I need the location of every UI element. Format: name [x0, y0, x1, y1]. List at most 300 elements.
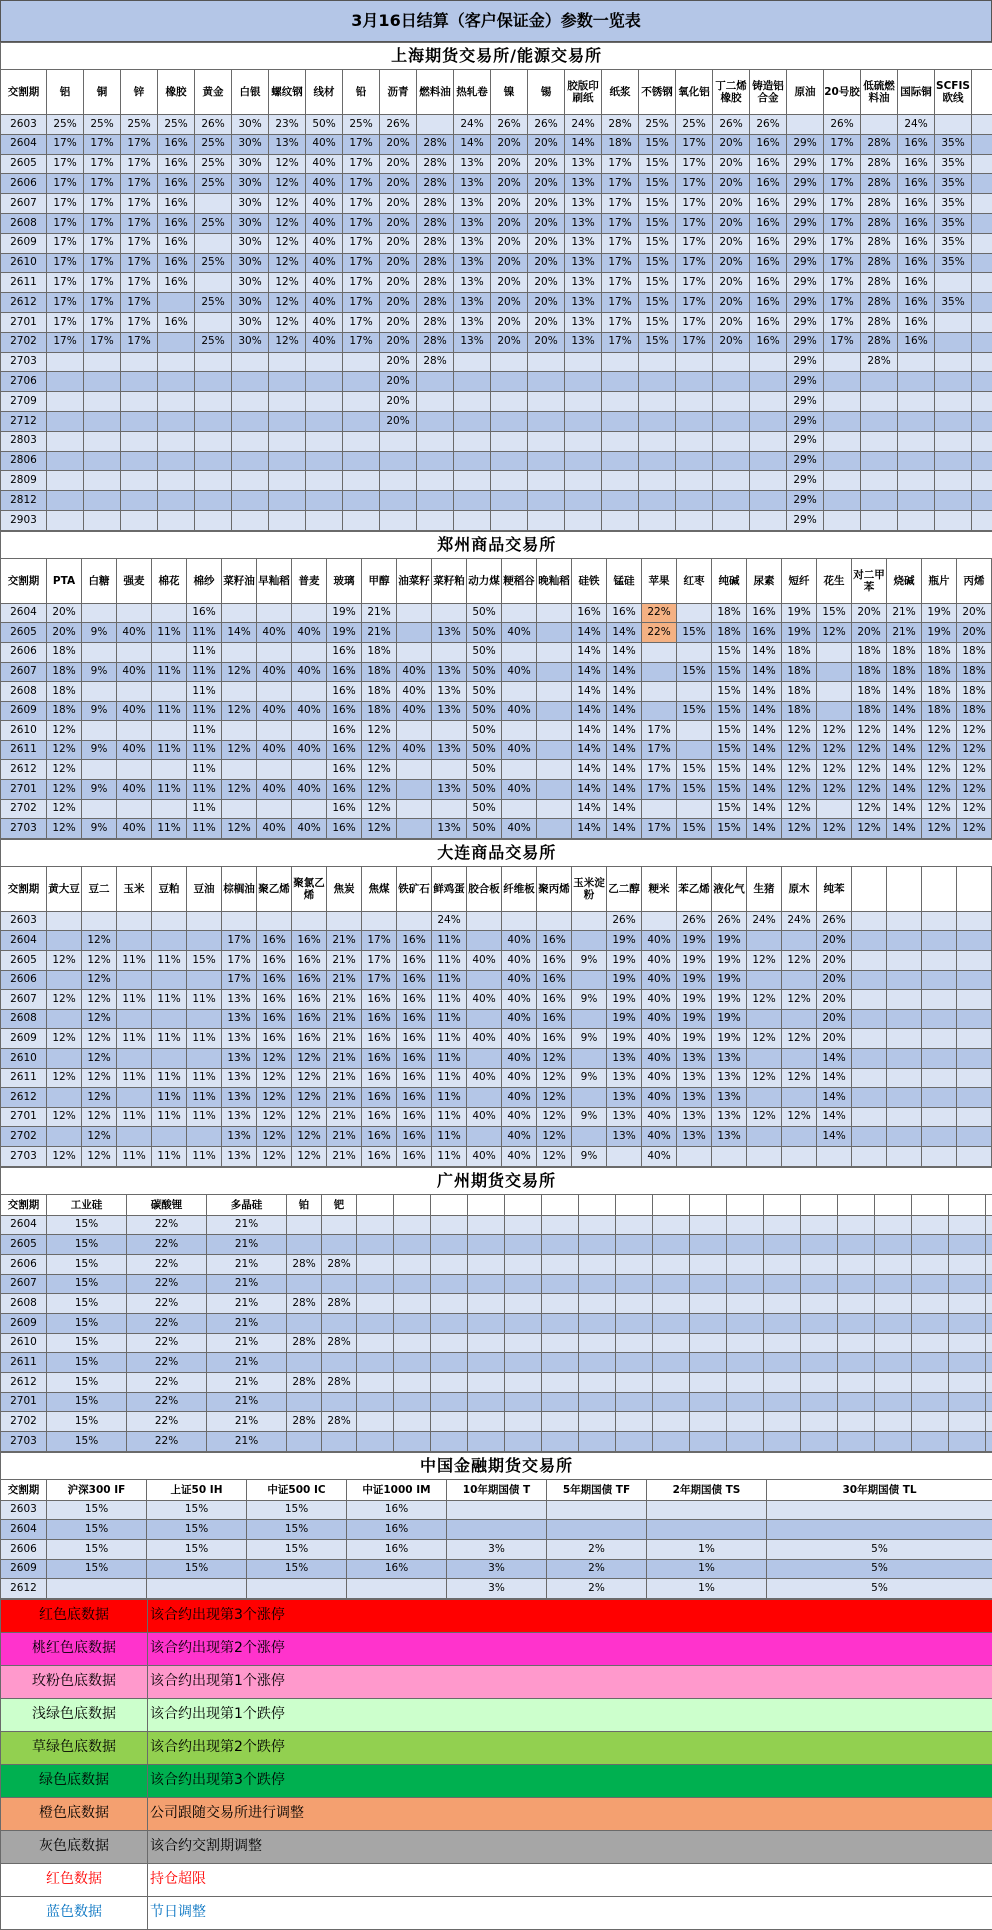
delivery-period-cell: 2610	[1, 1049, 47, 1069]
margin-cell	[653, 1314, 690, 1334]
gfex-section-title: 广州期货交易所	[1, 1167, 992, 1194]
margin-cell	[935, 411, 972, 431]
margin-cell: 30%	[232, 115, 269, 135]
margin-cell: 17%	[121, 213, 158, 233]
column-header: 铂	[287, 1194, 322, 1215]
margin-cell: 40%	[642, 951, 677, 971]
margin-cell: 11%	[152, 662, 187, 682]
margin-cell: 14%	[817, 1088, 852, 1108]
margin-cell	[677, 603, 712, 623]
margin-cell	[505, 1254, 542, 1274]
margin-cell: 16%	[747, 603, 782, 623]
delivery-period-cell: 2608	[1, 682, 47, 702]
column-header: PTA	[47, 558, 82, 603]
column-header: 动力煤	[467, 558, 502, 603]
margin-cell: 18%	[852, 662, 887, 682]
margin-cell: 12%	[852, 819, 887, 839]
dce-section-title: 大连商品交易所	[1, 839, 992, 866]
margin-cell: 20%	[380, 154, 417, 174]
margin-cell	[579, 1373, 616, 1393]
margin-cell: 16%	[327, 662, 362, 682]
margin-cell	[537, 780, 572, 800]
column-header: 普麦	[292, 558, 327, 603]
margin-cell	[491, 431, 528, 451]
margin-cell: 20%	[713, 233, 750, 253]
margin-cell: 19%	[607, 1009, 642, 1029]
margin-cell	[579, 1412, 616, 1432]
margin-cell: 50%	[467, 623, 502, 643]
margin-cell: 18%	[712, 623, 747, 643]
margin-cell	[579, 1353, 616, 1373]
margin-cell	[616, 1294, 653, 1314]
margin-cell	[394, 1314, 431, 1334]
margin-cell	[322, 1215, 357, 1235]
margin-cell	[861, 115, 898, 135]
margin-cell	[380, 510, 417, 530]
margin-cell: 50%	[467, 740, 502, 760]
margin-cell: 13%	[454, 332, 491, 352]
table-row	[1, 233, 992, 253]
margin-cell	[528, 352, 565, 372]
margin-cell: 12%	[222, 662, 257, 682]
delivery-period-cell: 2609	[1, 233, 47, 253]
column-header: 焦炭	[327, 866, 362, 911]
margin-cell	[898, 352, 935, 372]
margin-cell	[782, 1009, 817, 1029]
margin-cell	[727, 1373, 764, 1393]
margin-cell	[782, 1127, 817, 1147]
column-header: 交割期	[1, 1479, 47, 1500]
column-header: 玻璃	[327, 558, 362, 603]
column-header: 国际铜	[898, 70, 935, 115]
margin-cell: 14%	[747, 799, 782, 819]
margin-cell	[852, 1029, 887, 1049]
margin-cell	[912, 1294, 949, 1314]
column-header: 白糖	[82, 558, 117, 603]
margin-cell: 40%	[397, 701, 432, 721]
margin-cell	[887, 911, 922, 931]
margin-cell: 16%	[327, 721, 362, 741]
margin-cell: 19%	[712, 990, 747, 1010]
margin-cell: 40%	[502, 1107, 537, 1127]
margin-cell: 15%	[712, 780, 747, 800]
margin-cell	[861, 510, 898, 530]
margin-cell: 22%	[127, 1294, 207, 1314]
margin-cell: 15%	[147, 1520, 247, 1540]
margin-cell: 17%	[602, 312, 639, 332]
margin-cell: 40%	[642, 990, 677, 1010]
margin-cell: 16%	[898, 154, 935, 174]
margin-cell: 17%	[222, 970, 257, 990]
margin-cell	[152, 911, 187, 931]
margin-cell	[957, 931, 992, 951]
margin-cell	[394, 1215, 431, 1235]
margin-cell: 20%	[491, 293, 528, 313]
margin-cell: 28%	[417, 154, 454, 174]
delivery-period-cell: 2609	[1, 1559, 47, 1579]
margin-cell	[195, 194, 232, 214]
margin-cell: 16%	[397, 990, 432, 1010]
column-header: 粳稻谷	[502, 558, 537, 603]
margin-cell	[887, 1146, 922, 1166]
margin-cell: 12%	[47, 780, 82, 800]
margin-cell	[467, 1009, 502, 1029]
margin-cell: 16%	[397, 1068, 432, 1088]
margin-cell: 40%	[306, 312, 343, 332]
margin-cell: 15%	[47, 1274, 127, 1294]
margin-cell	[690, 1235, 727, 1255]
column-header: 5年期国债 TF	[547, 1479, 647, 1500]
margin-cell: 19%	[677, 1029, 712, 1049]
margin-cell	[397, 642, 432, 662]
margin-cell: 14%	[572, 701, 607, 721]
delivery-period-cell: 2812	[1, 491, 47, 511]
margin-cell: 20%	[852, 623, 887, 643]
margin-cell	[565, 392, 602, 412]
margin-cell	[232, 431, 269, 451]
margin-cell	[232, 352, 269, 372]
margin-cell	[306, 491, 343, 511]
table-row	[1, 134, 992, 154]
margin-cell	[357, 1333, 394, 1353]
margin-cell	[257, 682, 292, 702]
margin-cell: 17%	[824, 332, 861, 352]
margin-cell	[764, 1215, 801, 1235]
margin-cell	[47, 1088, 82, 1108]
delivery-period-cell: 2702	[1, 332, 47, 352]
table-row	[1, 293, 992, 313]
margin-cell	[875, 1274, 912, 1294]
margin-cell	[565, 411, 602, 431]
margin-cell: 15%	[47, 1500, 147, 1520]
margin-cell	[922, 990, 957, 1010]
margin-cell	[397, 911, 432, 931]
margin-cell: 13%	[222, 1009, 257, 1029]
margin-cell: 20%	[491, 174, 528, 194]
margin-cell: 16%	[898, 293, 935, 313]
margin-cell	[949, 1235, 986, 1255]
margin-cell: 40%	[502, 990, 537, 1010]
legend-row	[1, 1632, 992, 1665]
margin-cell: 12%	[269, 293, 306, 313]
margin-cell	[502, 911, 537, 931]
margin-cell: 18%	[47, 682, 82, 702]
margin-cell	[565, 510, 602, 530]
margin-cell	[47, 392, 84, 412]
margin-cell: 17%	[343, 293, 380, 313]
margin-cell: 3%	[447, 1559, 547, 1579]
delivery-period-cell: 2609	[1, 1314, 47, 1334]
margin-cell: 12%	[47, 819, 82, 839]
margin-cell: 13%	[454, 233, 491, 253]
margin-cell: 30%	[232, 194, 269, 214]
margin-cell: 17%	[343, 332, 380, 352]
margin-cell	[47, 911, 82, 931]
table-row	[1, 312, 992, 332]
margin-cell: 40%	[467, 1068, 502, 1088]
margin-cell	[547, 1520, 647, 1540]
margin-cell	[47, 491, 84, 511]
margin-cell: 20%	[528, 233, 565, 253]
margin-cell	[232, 510, 269, 530]
margin-cell: 13%	[712, 1088, 747, 1108]
margin-cell	[117, 911, 152, 931]
margin-cell	[322, 1235, 357, 1255]
margin-cell	[747, 1127, 782, 1147]
margin-cell	[579, 1294, 616, 1314]
margin-cell: 12%	[782, 721, 817, 741]
margin-cell: 30%	[232, 273, 269, 293]
margin-cell	[257, 760, 292, 780]
margin-cell: 18%	[957, 701, 992, 721]
margin-cell: 15%	[47, 1432, 127, 1452]
margin-cell: 15%	[677, 760, 712, 780]
margin-cell: 11%	[187, 819, 222, 839]
margin-cell: 28%	[287, 1294, 322, 1314]
margin-cell	[875, 1392, 912, 1412]
margin-cell	[957, 990, 992, 1010]
margin-cell	[647, 1520, 767, 1540]
margin-cell: 16%	[898, 253, 935, 273]
margin-cell: 21%	[207, 1235, 287, 1255]
margin-cell: 3%	[447, 1579, 547, 1599]
margin-cell	[152, 1009, 187, 1029]
margin-cell	[454, 431, 491, 451]
delivery-period-cell: 2610	[1, 721, 47, 741]
margin-cell: 40%	[642, 1088, 677, 1108]
margin-cell: 20%	[713, 273, 750, 293]
margin-cell: 17%	[824, 213, 861, 233]
margin-cell	[912, 1333, 949, 1353]
margin-cell: 40%	[292, 701, 327, 721]
margin-cell: 21%	[207, 1432, 287, 1452]
margin-cell	[343, 451, 380, 471]
margin-cell	[852, 990, 887, 1010]
table-row	[1, 253, 992, 273]
margin-cell: 11%	[432, 1029, 467, 1049]
margin-cell: 17%	[84, 194, 121, 214]
margin-cell: 20%	[713, 312, 750, 332]
margin-cell: 11%	[117, 1068, 152, 1088]
margin-cell: 11%	[187, 1029, 222, 1049]
margin-cell: 17%	[362, 931, 397, 951]
margin-cell	[957, 1088, 992, 1108]
margin-cell: 40%	[397, 662, 432, 682]
margin-cell	[417, 372, 454, 392]
margin-cell	[195, 312, 232, 332]
margin-cell: 20%	[713, 154, 750, 174]
margin-cell	[852, 951, 887, 971]
margin-cell: 14%	[572, 760, 607, 780]
margin-cell: 11%	[187, 1068, 222, 1088]
margin-cell	[47, 411, 84, 431]
margin-cell	[767, 1520, 992, 1540]
margin-cell	[972, 431, 992, 451]
table-row	[1, 1373, 992, 1393]
legend-row	[1, 1599, 992, 1632]
margin-cell: 16%	[292, 970, 327, 990]
margin-cell	[957, 1029, 992, 1049]
margin-cell: 19%	[607, 970, 642, 990]
margin-cell: 40%	[397, 740, 432, 760]
margin-cell: 14%	[887, 760, 922, 780]
margin-cell	[269, 510, 306, 530]
margin-cell: 14%	[747, 721, 782, 741]
margin-cell	[690, 1392, 727, 1412]
margin-cell	[616, 1353, 653, 1373]
margin-cell: 25%	[676, 115, 713, 135]
margin-cell: 18%	[922, 662, 957, 682]
margin-cell: 14%	[747, 760, 782, 780]
margin-cell: 12%	[537, 1088, 572, 1108]
margin-cell: 28%	[602, 115, 639, 135]
column-header	[616, 1194, 653, 1215]
delivery-period-cell: 2605	[1, 623, 47, 643]
margin-cell	[898, 510, 935, 530]
margin-cell: 16%	[158, 154, 195, 174]
margin-cell: 16%	[158, 194, 195, 214]
margin-cell	[257, 603, 292, 623]
margin-cell: 12%	[817, 721, 852, 741]
margin-cell	[528, 411, 565, 431]
margin-cell: 29%	[787, 293, 824, 313]
margin-cell: 20%	[380, 213, 417, 233]
margin-cell: 19%	[712, 970, 747, 990]
margin-cell	[232, 491, 269, 511]
margin-cell	[713, 451, 750, 471]
margin-cell: 16%	[362, 1088, 397, 1108]
margin-cell: 12%	[782, 990, 817, 1010]
margin-cell	[417, 411, 454, 431]
margin-cell	[852, 931, 887, 951]
margin-cell	[824, 372, 861, 392]
margin-cell	[690, 1373, 727, 1393]
margin-cell: 21%	[327, 1146, 362, 1166]
margin-cell: 12%	[362, 799, 397, 819]
margin-cell	[642, 642, 677, 662]
margin-cell	[912, 1412, 949, 1432]
column-header: 生猪	[747, 866, 782, 911]
column-header: 交割期	[1, 866, 47, 911]
margin-cell: 20%	[528, 174, 565, 194]
margin-cell	[380, 451, 417, 471]
margin-cell	[690, 1294, 727, 1314]
margin-cell	[972, 233, 992, 253]
column-header: 花生	[817, 558, 852, 603]
margin-cell	[417, 431, 454, 451]
delivery-period-cell: 2701	[1, 780, 47, 800]
margin-cell: 19%	[712, 1009, 747, 1029]
margin-cell: 50%	[467, 662, 502, 682]
czce-table	[0, 531, 992, 839]
margin-cell: 40%	[306, 332, 343, 352]
margin-cell	[117, 642, 152, 662]
delivery-period-cell: 2607	[1, 1274, 47, 1294]
margin-cell	[935, 431, 972, 451]
margin-cell	[491, 510, 528, 530]
margin-cell	[537, 642, 572, 662]
margin-cell: 11%	[152, 740, 187, 760]
margin-cell: 13%	[454, 174, 491, 194]
legend-description: 公司跟随交易所进行调整	[148, 1797, 992, 1830]
margin-cell: 21%	[207, 1215, 287, 1235]
margin-cell: 12%	[747, 1029, 782, 1049]
margin-cell: 13%	[677, 1107, 712, 1127]
margin-cell: 11%	[432, 1107, 467, 1127]
margin-cell: 16%	[362, 1107, 397, 1127]
margin-cell: 16%	[537, 970, 572, 990]
margin-cell	[491, 411, 528, 431]
margin-cell: 50%	[306, 115, 343, 135]
margin-cell: 16%	[572, 603, 607, 623]
margin-cell: 40%	[306, 233, 343, 253]
margin-cell	[607, 1146, 642, 1166]
margin-cell: 18%	[887, 642, 922, 662]
margin-cell: 20%	[491, 154, 528, 174]
margin-cell: 16%	[397, 1029, 432, 1049]
margin-cell	[397, 799, 432, 819]
margin-cell: 11%	[152, 1088, 187, 1108]
legend-description: 该合约出现第1个涨停	[148, 1665, 992, 1698]
margin-cell	[158, 293, 195, 313]
column-header: 玉米淀粉	[572, 866, 607, 911]
margin-cell: 22%	[127, 1412, 207, 1432]
margin-cell	[47, 352, 84, 372]
margin-cell: 11%	[187, 1088, 222, 1108]
delivery-period-cell: 2612	[1, 1579, 47, 1599]
margin-cell: 12%	[82, 1107, 117, 1127]
margin-cell	[690, 1432, 727, 1452]
margin-cell	[468, 1412, 505, 1432]
margin-cell	[82, 721, 117, 741]
margin-cell: 17%	[642, 780, 677, 800]
margin-cell: 30%	[232, 174, 269, 194]
margin-cell	[357, 1215, 394, 1235]
margin-cell	[158, 372, 195, 392]
margin-cell	[972, 115, 992, 135]
margin-cell	[824, 352, 861, 372]
margin-cell	[292, 721, 327, 741]
margin-cell: 2%	[547, 1579, 647, 1599]
margin-cell	[764, 1333, 801, 1353]
margin-cell	[972, 491, 992, 511]
margin-cell: 16%	[158, 134, 195, 154]
margin-cell: 13%	[454, 273, 491, 293]
margin-cell: 16%	[750, 312, 787, 332]
margin-cell	[747, 1146, 782, 1166]
margin-cell	[817, 662, 852, 682]
margin-cell: 20%	[528, 273, 565, 293]
margin-cell: 17%	[343, 312, 380, 332]
column-header	[852, 866, 887, 911]
table-row	[1, 1333, 992, 1353]
margin-cell: 17%	[47, 174, 84, 194]
margin-cell	[292, 799, 327, 819]
margin-cell: 18%	[852, 701, 887, 721]
margin-cell: 20%	[491, 273, 528, 293]
delivery-period-cell: 2702	[1, 1127, 47, 1147]
margin-cell: 40%	[117, 701, 152, 721]
margin-cell	[912, 1373, 949, 1393]
margin-cell: 21%	[327, 1049, 362, 1069]
margin-cell	[972, 154, 992, 174]
margin-cell: 17%	[824, 233, 861, 253]
margin-cell: 40%	[642, 1146, 677, 1166]
margin-cell	[824, 392, 861, 412]
delivery-period-cell: 2612	[1, 1373, 47, 1393]
margin-cell: 26%	[713, 115, 750, 135]
margin-cell: 17%	[602, 154, 639, 174]
